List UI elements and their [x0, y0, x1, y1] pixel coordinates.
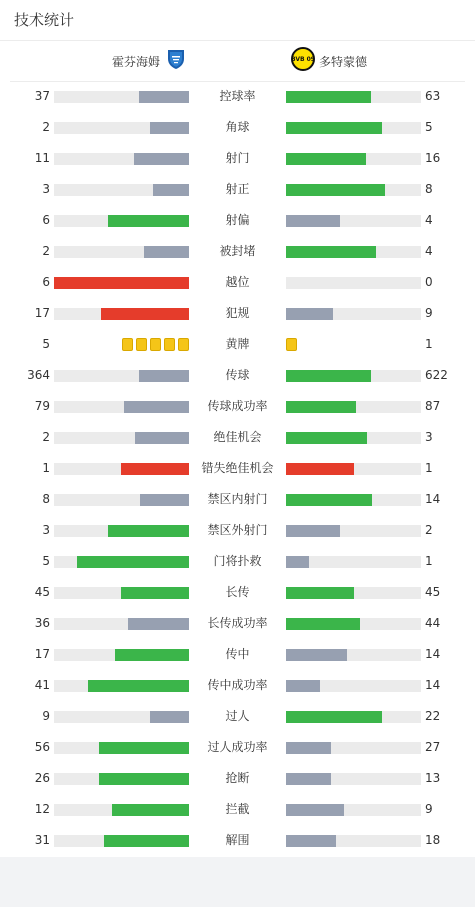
home-bar-fill: [77, 556, 189, 568]
home-bar-fill: [99, 773, 189, 785]
stat-row: [0, 422, 475, 453]
home-bar-fill: [139, 370, 189, 382]
stat-row: [0, 143, 475, 174]
home-value: 26: [34, 771, 50, 785]
yellow-card-icon: [178, 338, 189, 351]
home-bar-fill: [124, 401, 189, 413]
away-bar-fill: [286, 122, 382, 134]
home-value: 31: [34, 833, 50, 847]
away-bar-fill: [286, 618, 360, 630]
stat-label: 过人成功率: [207, 740, 268, 754]
stat-label: 拦截: [225, 802, 250, 816]
stat-label: 越位: [225, 275, 250, 289]
away-value: 2: [425, 523, 433, 537]
home-value: 9: [42, 709, 50, 723]
home-bar-track: [54, 587, 189, 599]
stat-label: 射门: [225, 151, 250, 165]
away-bar-fill: [286, 711, 382, 723]
stat-row: [0, 267, 475, 298]
home-value: 6: [42, 213, 50, 227]
away-value: 27: [425, 740, 441, 754]
stat-label: 黄牌: [225, 337, 250, 351]
home-value: 8: [42, 492, 50, 506]
home-team-name: 霍芬海姆: [111, 54, 160, 69]
away-value: 0: [425, 275, 433, 289]
stat-row: [0, 639, 475, 670]
away-bar-track: [286, 184, 421, 196]
home-bar-track: [54, 308, 189, 320]
away-bar-track: [286, 246, 421, 258]
stat-row: [0, 763, 475, 794]
stat-label: 抢断: [225, 771, 250, 785]
away-bar-track: [286, 649, 421, 661]
away-bar-track: [286, 556, 421, 568]
away-value: 8: [425, 182, 433, 196]
away-bar-track: [286, 804, 421, 816]
away-bar-fill: [286, 246, 376, 258]
away-bar-fill: [286, 680, 320, 692]
home-bar-fill: [121, 587, 189, 599]
home-bar-track: [54, 401, 189, 413]
home-bar-track: [54, 680, 189, 692]
home-value: 1: [42, 461, 50, 475]
stat-label: 角球: [225, 120, 250, 134]
stat-row: [0, 112, 475, 143]
bvb-crest-text: BVB 09: [291, 56, 315, 63]
away-value: 45: [425, 585, 441, 599]
away-bar-fill: [286, 308, 333, 320]
stat-row: [0, 391, 475, 422]
stat-row: [0, 329, 475, 360]
away-bar-fill: [286, 742, 331, 754]
away-bar-track: [286, 835, 421, 847]
home-bar-track: [54, 215, 189, 227]
stat-label: 传球: [225, 368, 250, 382]
home-bar-fill: [144, 246, 189, 258]
home-value: 41: [34, 678, 50, 692]
stat-row: [0, 174, 475, 205]
stat-row: [0, 608, 475, 639]
home-bar-track: [54, 618, 189, 630]
home-bar-fill: [115, 649, 189, 661]
stat-label: 传中: [225, 647, 250, 661]
home-bar-track: [54, 525, 189, 537]
away-yellow-cards: [286, 338, 297, 351]
home-bar-track: [54, 91, 189, 103]
home-value: 5: [42, 554, 50, 568]
home-value: 12: [34, 802, 50, 816]
home-bar-fill: [54, 277, 189, 289]
home-bar-fill: [108, 525, 189, 537]
away-bar-track: [286, 742, 421, 754]
home-bar-track: [54, 742, 189, 754]
yellow-card-icon: [136, 338, 147, 351]
stat-row: [0, 360, 475, 391]
stat-label: 绝佳机会: [213, 430, 262, 444]
home-value: 2: [42, 244, 50, 258]
away-bar-fill: [286, 835, 336, 847]
home-value: 5: [42, 337, 50, 351]
stat-row: [0, 670, 475, 701]
home-value: 37: [34, 89, 50, 103]
home-yellow-cards: [122, 338, 189, 351]
home-team[interactable]: [112, 49, 188, 73]
home-value: 56: [34, 740, 50, 754]
home-bar-track: [54, 184, 189, 196]
home-bar-track: [54, 277, 189, 289]
hoffenheim-crest-icon: [164, 47, 188, 75]
away-bar-fill: [286, 432, 367, 444]
home-bar-fill: [150, 122, 189, 134]
yellow-card-icon: [122, 338, 133, 351]
home-bar-fill: [121, 463, 189, 475]
stat-label: 传球成功率: [207, 399, 268, 413]
away-bar-track: [286, 618, 421, 630]
home-bar-fill: [101, 308, 189, 320]
bvb-crest-icon: [291, 47, 315, 75]
away-bar-track: [286, 122, 421, 134]
away-bar-fill: [286, 463, 354, 475]
stat-label: 射偏: [225, 213, 250, 227]
away-value: 9: [425, 306, 433, 320]
home-bar-fill: [140, 494, 189, 506]
away-bar-track: [286, 277, 421, 289]
stat-row: [0, 546, 475, 577]
home-value: 364: [27, 368, 50, 382]
page-title: 技术统计: [14, 11, 75, 29]
stat-label: 犯规: [225, 306, 250, 320]
away-bar-fill: [286, 649, 347, 661]
away-value: 16: [425, 151, 441, 165]
away-bar-track: [286, 215, 421, 227]
home-bar-fill: [88, 680, 189, 692]
home-bar-fill: [99, 742, 189, 754]
stat-row: [0, 484, 475, 515]
away-value: 63: [425, 89, 441, 103]
home-value: 17: [34, 647, 50, 661]
stat-row: [0, 453, 475, 484]
home-value: 17: [34, 306, 50, 320]
stat-label: 射正: [225, 182, 250, 196]
home-value: 45: [34, 585, 50, 599]
away-bar-fill: [286, 91, 371, 103]
home-bar-track: [54, 153, 189, 165]
away-value: 1: [425, 554, 433, 568]
home-bar-track: [54, 246, 189, 258]
home-bar-track: [54, 835, 189, 847]
away-bar-track: [286, 432, 421, 444]
away-value: 9: [425, 802, 433, 816]
home-bar-track: [54, 773, 189, 785]
away-bar-track: [286, 401, 421, 413]
stat-label: 传中成功率: [207, 678, 268, 692]
home-bar-track: [54, 494, 189, 506]
away-bar-track: [286, 587, 421, 599]
home-bar-track: [54, 463, 189, 475]
stat-label: 门将扑救: [213, 554, 262, 568]
away-bar-track: [286, 153, 421, 165]
away-value: 14: [425, 647, 441, 661]
away-team-name: 多特蒙德: [319, 54, 368, 69]
away-value: 13: [425, 771, 441, 785]
home-value: 11: [34, 151, 50, 165]
stat-row: [0, 236, 475, 267]
away-bar-track: [286, 680, 421, 692]
yellow-card-icon: [150, 338, 161, 351]
away-value: 14: [425, 678, 441, 692]
stat-label: 过人: [225, 709, 250, 723]
away-value: 5: [425, 120, 433, 134]
home-bar-fill: [112, 804, 189, 816]
home-bar-fill: [150, 711, 189, 723]
stat-row: [0, 794, 475, 825]
away-bar-track: [286, 711, 421, 723]
home-bar-track: [54, 370, 189, 382]
away-bar-fill: [286, 215, 340, 227]
home-value: 3: [42, 182, 50, 196]
stat-row: [0, 81, 475, 112]
home-bar-track: [54, 711, 189, 723]
stat-row: [0, 701, 475, 732]
away-bar-track: [286, 773, 421, 785]
home-bar-fill: [153, 184, 189, 196]
home-bar-fill: [128, 618, 189, 630]
away-bar-fill: [286, 153, 366, 165]
stat-row: [0, 825, 475, 856]
home-value: 2: [42, 120, 50, 134]
home-value: 6: [42, 275, 50, 289]
away-value: 3: [425, 430, 433, 444]
away-value: 87: [425, 399, 441, 413]
away-team[interactable]: [291, 49, 367, 73]
away-bar-track: [286, 308, 421, 320]
stat-label: 错失绝佳机会: [201, 461, 274, 475]
teams-header: [0, 41, 475, 81]
home-bar-track: [54, 649, 189, 661]
home-bar-track: [54, 556, 189, 568]
stat-label: 长传成功率: [207, 616, 268, 630]
stat-label: 解围: [225, 833, 250, 847]
home-bar-fill: [135, 432, 189, 444]
yellow-card-icon: [164, 338, 175, 351]
stat-label: 长传: [225, 585, 250, 599]
home-bar-fill: [108, 215, 189, 227]
away-bar-fill: [286, 556, 309, 568]
away-bar-track: [286, 370, 421, 382]
home-value: 36: [34, 616, 50, 630]
away-bar-fill: [286, 494, 372, 506]
stat-label: 禁区外射门: [207, 523, 268, 537]
stat-label: 控球率: [219, 89, 256, 103]
away-bar-track: [286, 525, 421, 537]
home-bar-track: [54, 432, 189, 444]
stat-label: 被封堵: [219, 244, 256, 258]
home-bar-track: [54, 804, 189, 816]
away-value: 18: [425, 833, 441, 847]
home-value: 2: [42, 430, 50, 444]
stat-row: [0, 732, 475, 763]
away-bar-fill: [286, 773, 331, 785]
stat-row: [0, 298, 475, 329]
away-bar-fill: [286, 525, 340, 537]
away-bar-fill: [286, 401, 356, 413]
away-value: 14: [425, 492, 441, 506]
away-value: 1: [425, 461, 433, 475]
home-bar-fill: [139, 91, 189, 103]
stat-row: [0, 205, 475, 236]
stat-label: 禁区内射门: [207, 492, 268, 506]
away-value: 622: [425, 368, 448, 382]
stat-row: [0, 577, 475, 608]
home-bar-track: [54, 122, 189, 134]
yellow-card-icon: [286, 338, 297, 351]
stat-row: [0, 515, 475, 546]
away-value: 4: [425, 213, 433, 227]
home-value: 3: [42, 523, 50, 537]
away-bar-track: [286, 494, 421, 506]
away-value: 22: [425, 709, 441, 723]
home-bar-fill: [104, 835, 189, 847]
home-bar-fill: [134, 153, 189, 165]
away-bar-fill: [286, 184, 385, 196]
away-bar-fill: [286, 587, 354, 599]
away-bar-fill: [286, 804, 344, 816]
home-value: 79: [34, 399, 50, 413]
away-value: 1: [425, 337, 433, 351]
away-bar-fill: [286, 370, 371, 382]
away-value: 44: [425, 616, 441, 630]
away-bar-track: [286, 91, 421, 103]
away-bar-track: [286, 463, 421, 475]
away-value: 4: [425, 244, 433, 258]
